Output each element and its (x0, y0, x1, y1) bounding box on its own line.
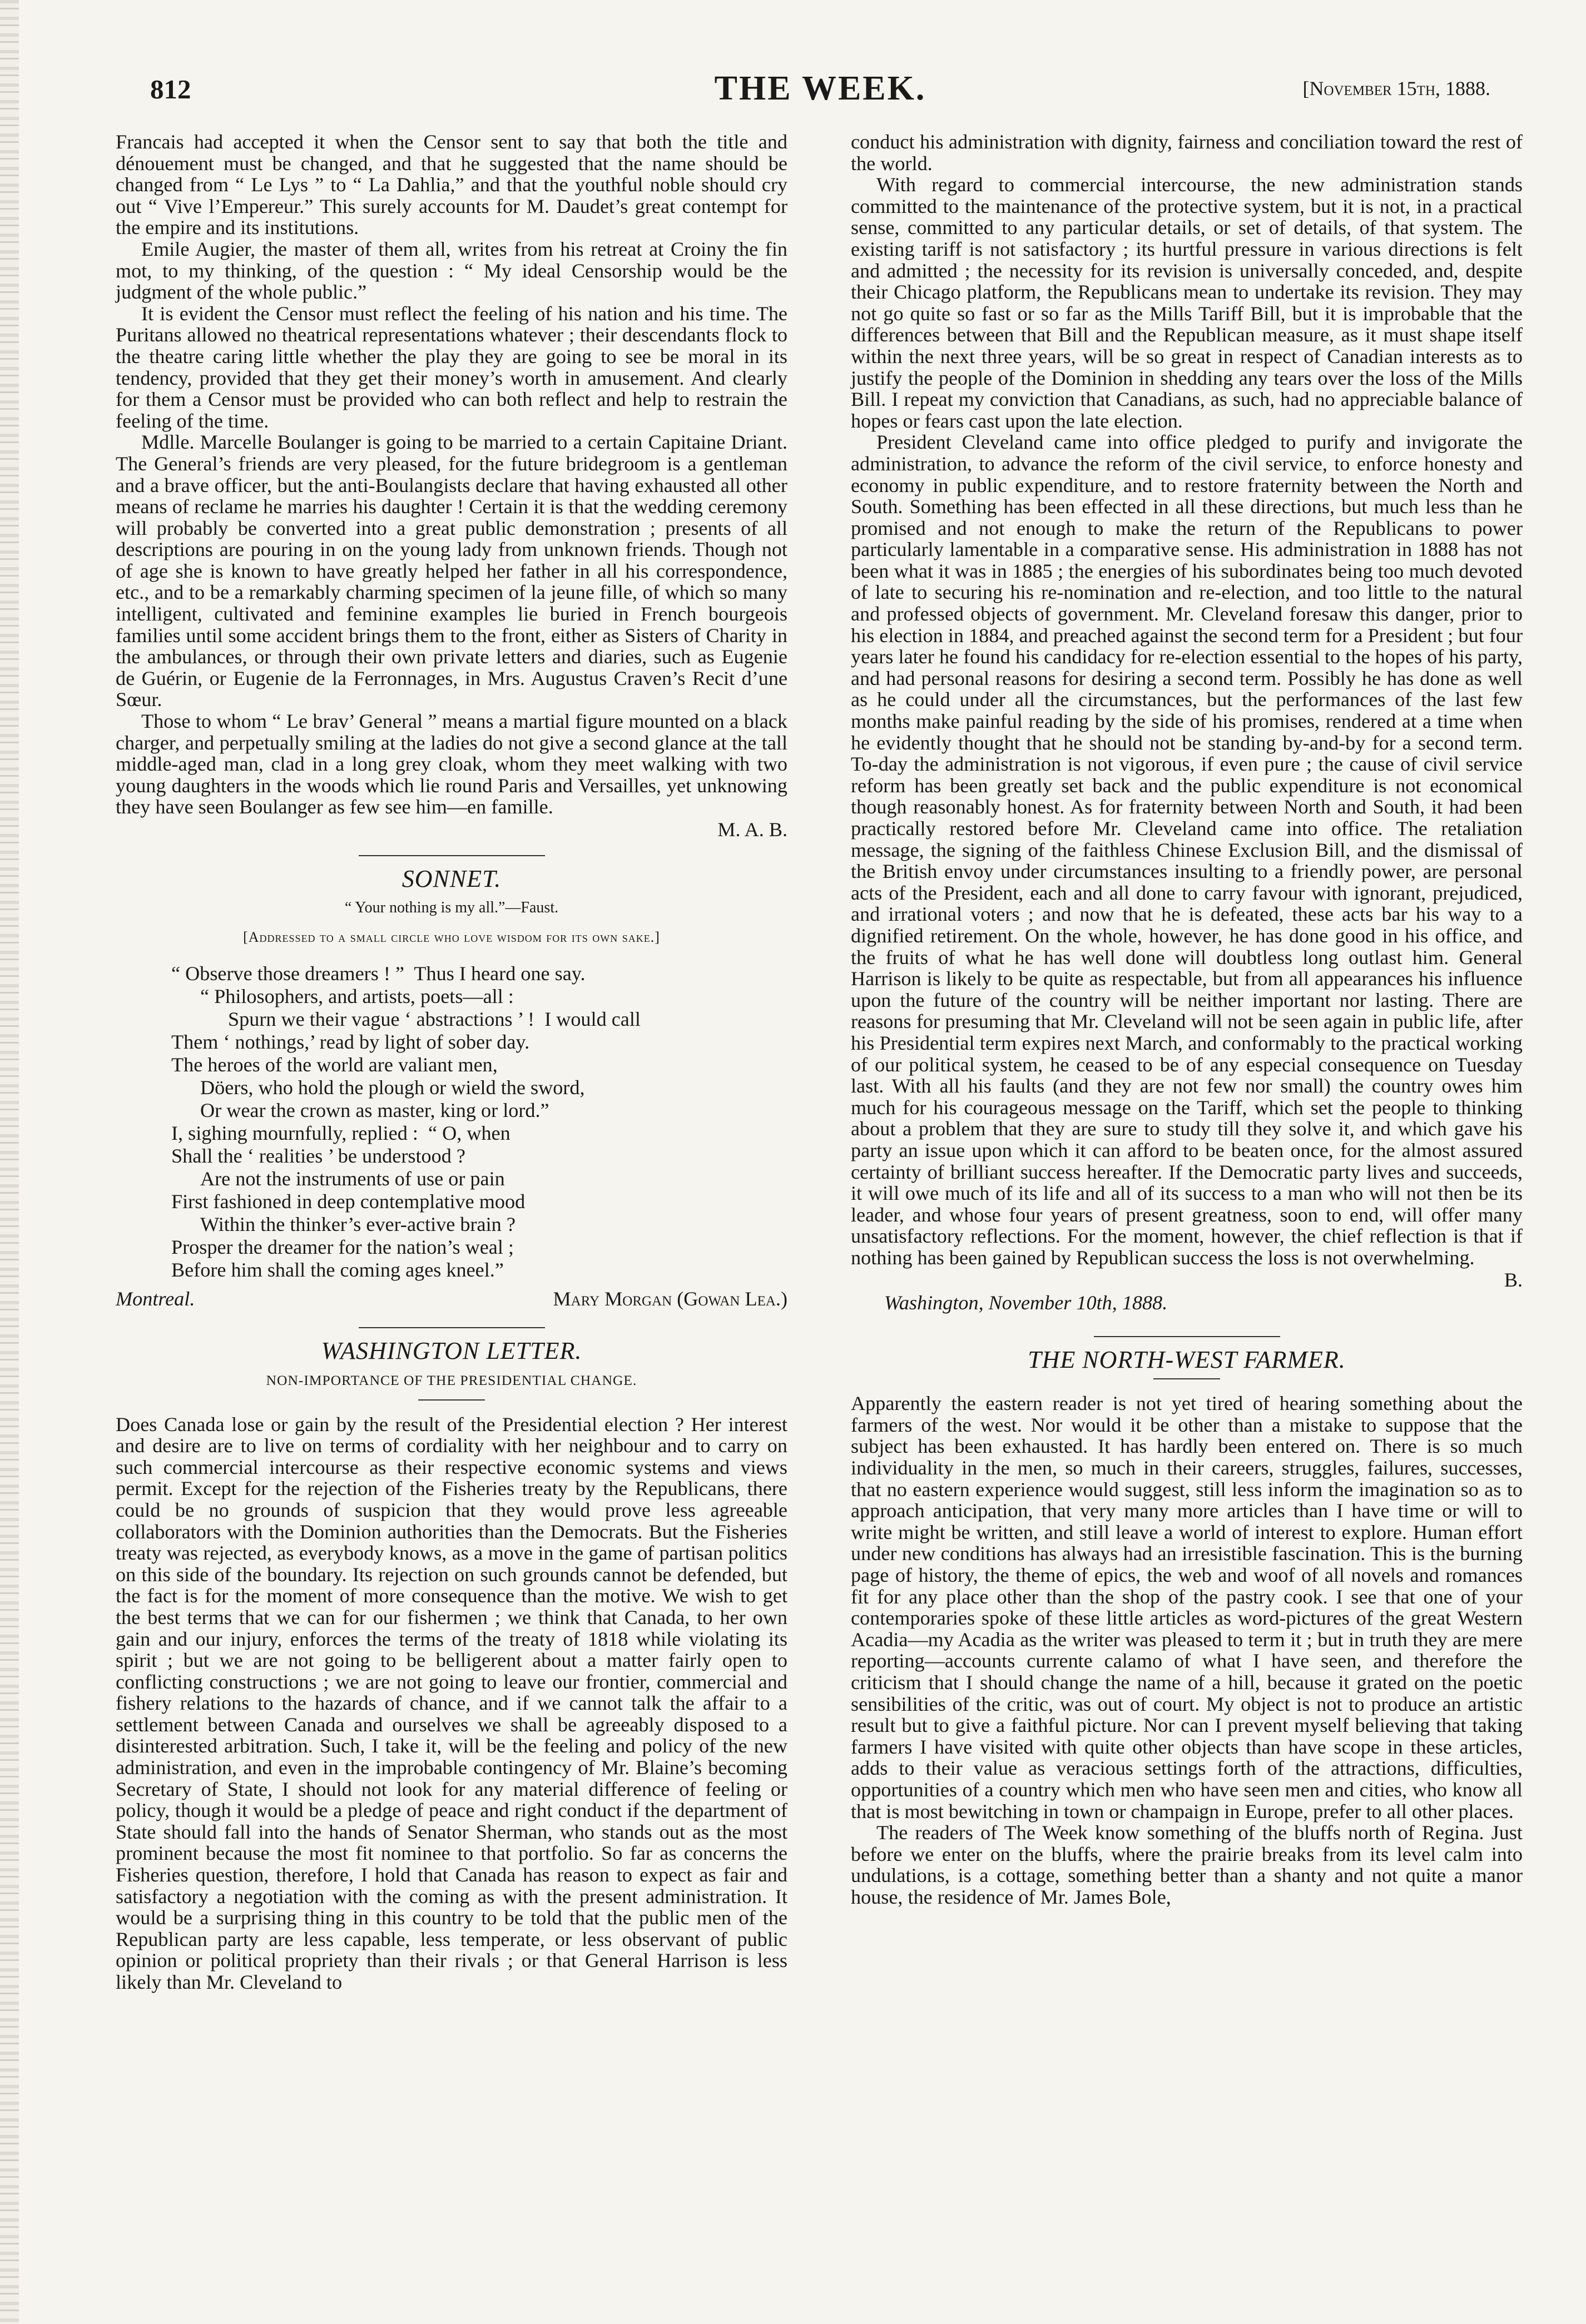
poem-line: Spurn we their vague ‘ abstractions ’ ! I would call (228, 1008, 641, 1031)
poem-line: Are not the instruments of use or pain (200, 1168, 505, 1190)
poem-line: First fashioned in deep contemplative mood (171, 1190, 526, 1213)
paragraph: conduct his administration with dignity, fairness and conciliation toward the rest of the world. (851, 131, 1523, 175)
dedication: [Addressed to a small circle who love wisdom for its own sake.] (243, 928, 660, 945)
paragraph: Mdlle. Marcelle Boulanger is going to be married to a certain Capitaine Driant. The General’s friends are very pleased, for the future bridegroom is a gentleman and a brave officer, but the anti-Boulangists declare that having exhausted all other means of reclame he marries his daughter ! Certain it is that the wedding ceremony will probably be converted into a great public demonstration ; presents of all descriptions are pouring in on the young lady from unknown friends. Though not of age she is known to have greatly helped her father in all his correspondence, etc., and to be a remarkably charming specimen of la jeune fille, of which so many intelligent, cultivated and feminine examples lie buried in French bourgeois families until some accident brings them to the front, either as Sisters of Charity in the ambulances, or through their own private letters and diaries, such as Eugenie de Guérin, or Eugenie de la Ferronnages, in Mrs. Augustus Craven’s Recit d’une Sœur. (116, 431, 787, 711)
issue-date: [November 15th, 1888. (1302, 77, 1490, 100)
poem-author: Mary Morgan (Gowan Lea.) (553, 1288, 787, 1310)
left-column (116, 131, 787, 1993)
article-signature: M. A. B. (717, 818, 787, 841)
poem-line: Döers, who hold the plough or wield the sword, (200, 1076, 585, 1099)
paragraph: With regard to commercial intercourse, the new administration stands committed to the maintenance of the protective system, but it is not, in a practical sense, committed to any particular details, or set of details, of that system. The existing tariff is not satisfactory ; its hurtful pressure in various directions is felt and admitted ; the necessity for its revision is universally conceded, and, despite their Chicago platform, the Republicans mean to undertake its revision. They may not go quite so fast or so far as the Mills Tariff Bill, but it is improbable that the differences between that Bill and the Republican measure, as it must shape itself within the next three years, will be so great in respect of Canadian interests as to justify the people of the Dominion in shedding any tears over the loss of the Mills Bill. I repeat my conviction that Canadians, as such, had no appreciable balance of hopes or fears cast upon the late election. (851, 173, 1523, 432)
page-header (150, 66, 1490, 112)
paragraph: Francais had accepted it when the Censor sent to say that both the title and dénouement must be changed, and that he suggested that the name should be changed from “ Le Lys ” to “ La Dahlia,” and that the youthful noble should cry out “ Vive l’Empereur.” This surely accounts for M. Daudet’s great contempt for the empire and its institutions. (116, 131, 787, 239)
section-title-washington: WASHINGTON LETTER. (321, 1337, 582, 1365)
section-title-northwest: THE NORTH-WEST FARMER. (1028, 1345, 1346, 1373)
section-divider (359, 1327, 545, 1328)
subtitle-rule (418, 1399, 485, 1401)
poem-line: The heroes of the world are valiant men, (171, 1054, 498, 1076)
page-number: 812 (150, 74, 191, 105)
poem-line: Them ‘ nothings,’ read by light of sober day. (171, 1031, 530, 1054)
poem-place: Montreal. (116, 1288, 195, 1310)
poem-line: Shall the ‘ realities ’ be understood ? (171, 1145, 465, 1168)
paragraph: Does Canada lose or gain by the result of the Presidential election ? Her interest and desire are to live on terms of cordiality with her neighbour and to carry on such commercial intercourse as their respective economic systems and views permit. Except for the rejection of the Fisheries treaty by the Republicans, there could be no grounds of suspicion that they would prove less agreeable collaborators with the Dominion authorities than the Democrats. But the Fisheries treaty was rejected, as everybody knows, as a move in the game of partisan politics on this side of the boundary. Its rejection on such grounds cannot be defended, but the fact is for the moment of more consequence than the motive. We wish to get the best terms that we can for our fishermen ; we think that Canada, to her own gain and our injury, enforces the terms of the treaty of 1818 while violating its spirit ; but we are not going to be belligerent about a matter fairly open to conflicting constructions ; we are not going to leave our frontier, commercial and fishery relations to the hazards of chance, and if we cannot talk the affair to a settlement between Canada and ourselves we shall be agreeably disposed to a disinterested arbitration. Such, I take it, will be the feeling and policy of the new administration, and even in the improbable contingency of Mr. Blaine’s becoming Secretary of State, I should not look for any material difference of feeling or policy, though it would be a pledge of peace and right conduct if the department of State should fall into the hands of Senator Sherman, who stands out as the most prominent because the most fit nominee to that portfolio. So far as concerns the Fisheries question, therefore, I hold that Canada has reason to expect as fair and satisfactory a negotiation with the coming as with the present administration. It would be a surprising thing in this country to be told that the public men of the Republican party are less capable, less temperate, or less observant of public opinion or political propriety than their rivals ; or that General Harrison is less likely than Mr. Cleveland to (116, 1413, 787, 1993)
poem-line: “ Observe those dreamers ! ” Thus I heard one say. (171, 962, 586, 985)
paragraph: Those to whom “ Le brav’ General ” means a martial figure mounted on a black charger, and perpetually smiling at the ladies do not give a second glance at the tall middle-aged man, clad in a long grey cloak, whom they meet walking with two young daughters in the woods which lie round Paris and Versailles, yet unknowing they have seen Boulanger as few see him—en famille. (116, 710, 787, 818)
right-column (851, 131, 1523, 1908)
poem-line: Or wear the crown as master, king or lord.” (200, 1099, 549, 1122)
paragraph: President Cleveland came into office pledged to purify and invigorate the administration, to advance the reform of the civil service, to enforce honesty and economy in public expenditure, and to restore fraternity between the North and South. Something has been effected in all these directions, but much less than he promised and not enough to make the return of the Republicans to power particularly lamentable in a comparative sense. His administration in 1888 has not been what it was in 1885 ; the energies of his subordinates being too much devoted of late to securing his re-nomination and re-election, and too little to the natural and professed objects of government. Mr. Cleveland foresaw this danger, prior to his election in 1884, and preached against the second term for a President ; but four years later he found his candidacy for re-election essential to the hopes of his party, and had personal reasons for desiring a second term. Possibly he has done as well as he could under all the circumstances, but the performances of the last few months make painful reading by the side of his promises, rendered at a time when he evidently thought that he should not be standing by-and-by for a second term. To-day the administration is not vigorous, if even pure ; the cause of civil service reform has been greatly set back and the public expenditure is not economical though reasonably honest. As for fraternity between North and South, it had been practically restored before Mr. Cleveland came into office. The retaliation message, the signing of the faithless Chinese Exclusion Bill, and the dismissal of the British envoy under circumstances insulting to a friendly power, are personal acts of the President, each and all done to carry favour with ignorant, prejudiced, and irrational voters ; and now that he is defeated, these acts bar his way to a dignified retirement. On the whole, however, he has done good in his office, and the fruits of what he has well done will doubtless long outlast him. General Harrison is likely to be quite as respectable, but from all appearances his influence upon the future of the country will be neither important nor lasting. There are reasons for presuming that Mr. Cleveland will not be seen again in public life, after his Presidential term expires next March, and conformably to the practical working of our political system, he ceased to be of any especial consequence on Tuesday last. With all his faults (and they are not few nor small) the country owes him much for his courageous message on the Tariff, which set the people to thinking about a problem that they are sure to study till they solve it, and which gave his party an issue upon which it can afford to be beaten once, for the almost assured certainty of brilliant success hereafter. If the Democratic party lives and succeeds, it will owe much of its life and all of its success to a man who will not then be its leader, and whose four years of present greatness, soon to end, will offer many unsatisfactory reflections. For the moment, however, the chief reflection is that if nothing has been gained by Republican success the loss is not overwhelming. (851, 431, 1523, 1269)
journal-title: THE WEEK. (714, 69, 926, 107)
poem-line: “ Philosophers, and artists, poets—all : (200, 985, 514, 1008)
poem-attribution (116, 1288, 787, 1313)
article-signature: B. (1504, 1269, 1523, 1292)
paragraph: The readers of The Week know something of the bluffs north of Regina. Just before we enter on the bluffs, where the prairie breaks from its level calm into undulations, is a cottage, something better than a shanty and not quite a manor house, the residence of Mr. James Bole, (851, 1821, 1523, 1908)
title-rule (1153, 1378, 1220, 1379)
paragraph: It is evident the Censor must reflect the feeling of his nation and his time. The Puritans allowed no theatrical representations whatever ; their descendants flock to the theatre caring little whether the play they are going to see be moral in its tendency, provided that they get their money’s worth in amusement. And clearly for them a Censor must be provided who can both reflect and help to restrain the feeling of the time. (116, 302, 787, 432)
section-divider (359, 855, 545, 856)
epigraph: “ Your nothing is my all.”—Faust. (344, 899, 559, 917)
section-subtitle: NON-IMPORTANCE OF THE PRESIDENTIAL CHANGE. (266, 1372, 637, 1388)
poem-line: Within the thinker’s ever-active brain ? (200, 1213, 516, 1236)
dateline: Washington, November 10th, 1888. (884, 1292, 1168, 1314)
paragraph: Emile Augier, the master of them all, writes from his retreat at Croiny the fin mot, to my thinking, of the question : “ My ideal Censorship would be the judgment of the whole public.” (116, 237, 787, 304)
paragraph: Apparently the eastern reader is not yet tired of hearing something about the farmers of the west. Nor would it be other than a mistake to suppose that the subject has been exhausted. It has hardly been entered on. There is so much individuality in the men, so much in their careers, struggles, failures, successes, that no eastern experience would suggest, still less inform the imagination so as to approach anticipation, that very many more articles than I have time or will to write might be written, and still leave a world of interest to explore. Human effort under new conditions has always had an irresistible fascination. This is the burning page of history, the theme of epics, the web and woof of all novels and romances fit for any place other than the shop of the pastry cook. I see that one of your contemporaries spoke of these little articles as word-pictures of the great Western Acadia—my Acadia as the writer was pleased to term it ; but in truth they are mere reporting—accounts currente calamo of what I have seen, and therefore the criticism that I should change the name of a hill, because it grated on the poetic sensibilities of the critic, was out of court. My object is not to produce an artistic result but to give a faithful picture. Nor can I prevent myself believing that taking farmers I have visited with quite other objects than have scope in these articles, adds to their value as veracious settings forth of the attractions, difficulties, opportunities of a country which men who have seen men and cities, who know all that is most bewitching in town or champaign in Europe, prefer to all other places. (851, 1392, 1523, 1823)
sonnet-poem (171, 962, 787, 1282)
poem-line: Prosper the dreamer for the nation’s weal ; (171, 1236, 514, 1259)
poem-line: Before him shall the coming ages kneel.” (171, 1259, 504, 1282)
section-divider (1094, 1336, 1280, 1337)
section-title-sonnet: SONNET. (402, 865, 502, 892)
scan-binding-edge (0, 0, 19, 2324)
poem-line: I, sighing mournfully, replied : “ O, when (171, 1122, 511, 1145)
